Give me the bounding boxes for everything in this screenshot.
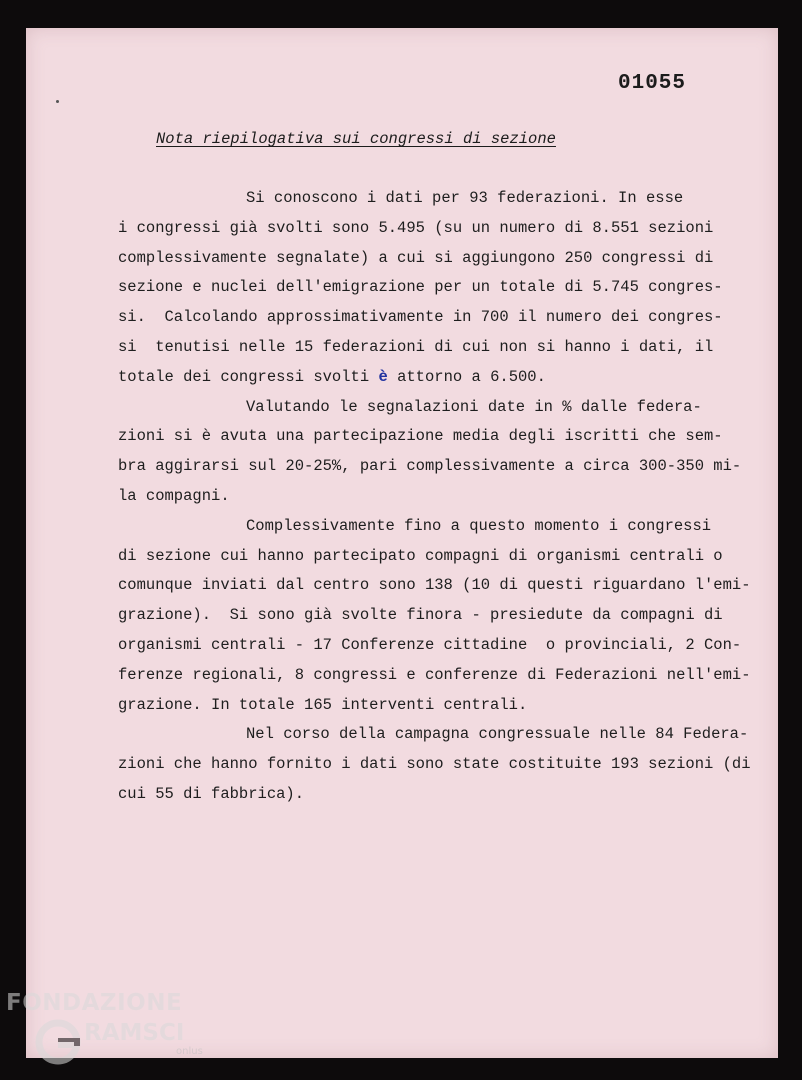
text-line: zioni si è avuta una partecipazione media degli iscritti che sem-: [118, 427, 723, 446]
document-number: 01055: [618, 72, 687, 95]
text-line: Valutando le segnalazioni date in % dalle federa-: [246, 397, 702, 416]
text-line: organismi centrali - 17 Conferenze cittadine o provinciali, 2 Con-: [118, 635, 742, 654]
document-title: Nota riepilogativa sui congressi di sezione: [156, 130, 556, 148]
text-segment: attorno a 6.500.: [387, 367, 546, 386]
watermark-line1: FONDAZIONE: [6, 990, 183, 1016]
document-body: [118, 184, 768, 810]
gramsci-g-icon: [34, 1018, 82, 1066]
watermark-suffix: onlus: [176, 1046, 203, 1057]
text-line: si tenutisi nelle 15 federazioni di cui non si hanno i dati, il: [118, 337, 714, 356]
watermark-line2: RAMSCI: [84, 1020, 185, 1046]
text-line: complessivamente segnalate) a cui si aggiungono 250 congressi di: [118, 248, 714, 267]
text-line: bra aggirarsi sul 20-25%, pari complessivamente a circa 300-350 mi-: [118, 457, 742, 476]
text-line: zioni che hanno fornito i dati sono state costituite 193 sezioni (di: [118, 755, 751, 774]
text-line: i congressi già svolti sono 5.495 (su un numero di 8.551 sezioni: [118, 218, 714, 237]
text-line: ferenze regionali, 8 congressi e conferenze di Federazioni nell'emi-: [118, 665, 751, 684]
text-line: Nel corso della campagna congressuale nelle 84 Federa-: [246, 725, 749, 744]
document-page: [26, 28, 778, 1058]
text-line: sezione e nuclei dell'emigrazione per un totale di 5.745 congres-: [118, 278, 723, 297]
text-line: grazione). Si sono già svolte finora - presiedute da compagni di: [118, 606, 723, 625]
text-line: Complessivamente fino a questo momento i congressi: [246, 516, 712, 535]
handwritten-correction: è: [378, 367, 388, 386]
fondazione-gramsci-watermark: [6, 990, 206, 1070]
text-line: di sezione cui hanno partecipato compagni di organismi centrali o: [118, 546, 723, 565]
text-line: la compagni.: [118, 486, 230, 505]
text-line: Si conoscono i dati per 93 federazioni. In esse: [246, 189, 684, 207]
paper-speck: [56, 100, 59, 103]
text-line-with-correction: [118, 363, 768, 393]
text-line: comunque inviati dal centro sono 138 (10 di questi riguardano l'emi-: [118, 576, 751, 595]
text-line: cui 55 di fabbrica).: [118, 784, 305, 803]
text-line: si. Calcolando approssimativamente in 700 il numero dei congres-: [118, 308, 723, 327]
text-segment: totale dei congressi svolti: [118, 367, 370, 386]
text-line: grazione. In totale 165 interventi centrali.: [118, 695, 528, 714]
